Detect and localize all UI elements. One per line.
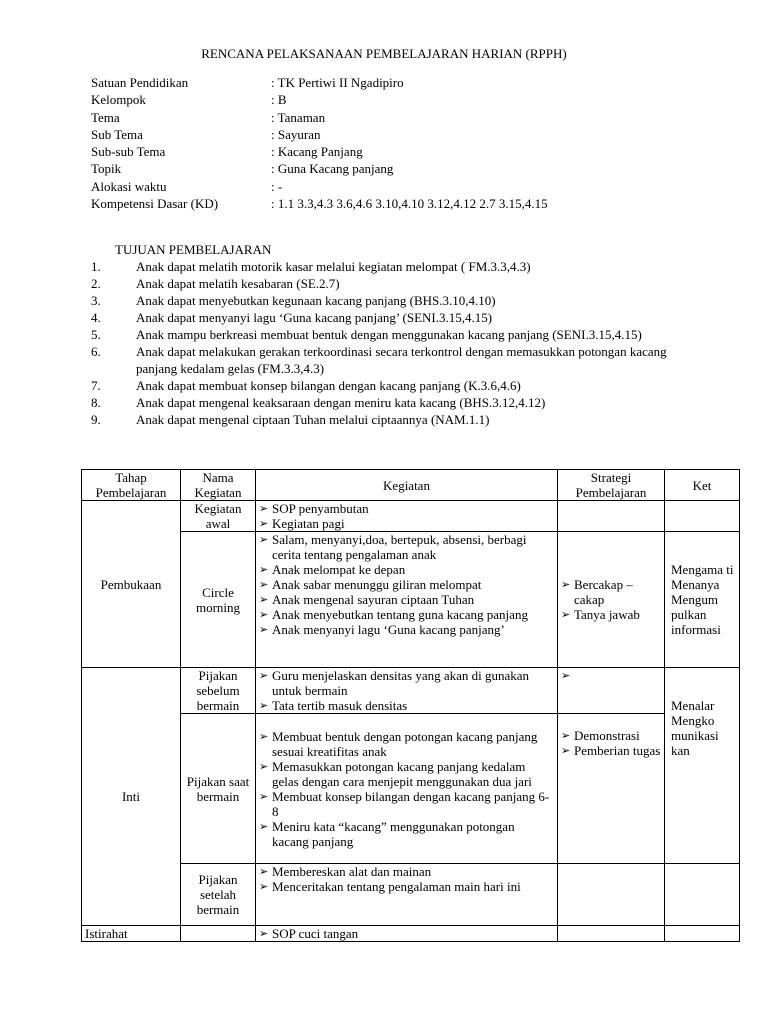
tahap-pembukaan: Pembukaan bbox=[82, 501, 181, 668]
activity-item: ➢ Anak mengenal sayuran ciptaan Tuhan bbox=[259, 592, 475, 607]
identity-value: : Tanaman bbox=[271, 109, 326, 125]
identity-block bbox=[91, 74, 731, 212]
identity-value: : Sayuran bbox=[271, 126, 321, 142]
nama-cell bbox=[181, 926, 256, 942]
table-header-row bbox=[82, 470, 740, 501]
header-nama: Nama Kegiatan bbox=[181, 470, 256, 501]
page-title: RENCANA PELAKSANAAN PEMBELAJARAN HARIAN (RPPH) bbox=[201, 46, 567, 61]
objective-item bbox=[91, 258, 691, 275]
objective-number: 5. bbox=[91, 327, 101, 342]
arrow-bullet-icon: ➢ bbox=[259, 623, 269, 636]
arrow-bullet-icon: ➢ bbox=[259, 819, 269, 833]
activity-item: ➢ Guru menjelaskan densitas yang akan di gunakan untuk bermain bbox=[259, 668, 530, 698]
table-row bbox=[82, 501, 740, 532]
activity-table bbox=[81, 469, 740, 942]
identity-value: : - bbox=[271, 178, 283, 194]
objective-text: Anak dapat melatih motorik kasar melalui kegiatan melompat ( FM.3.3,4.3) bbox=[136, 259, 531, 274]
arrow-bullet-icon: ➢ bbox=[259, 502, 269, 515]
tahap-inti: Inti bbox=[82, 668, 181, 926]
objective-text: Anak dapat menyebutkan kegunaan kacang panjang (BHS.3.10,4.10) bbox=[136, 293, 496, 308]
identity-row bbox=[91, 109, 731, 126]
objective-text: Anak dapat membuat konsep bilangan dengan kacang panjang (K.3.6,4.6) bbox=[136, 378, 521, 393]
activity-item: ➢ Memasukkan potongan kacang panjang kedalam gelas dengan cara menjepit menggunakan dua jari bbox=[259, 758, 532, 789]
identity-value: : TK Pertiwi II Ngadipiro bbox=[271, 75, 404, 90]
kegiatan-cell bbox=[256, 501, 558, 532]
arrow-bullet-icon: ➢ bbox=[259, 593, 269, 606]
strategi-cell bbox=[558, 501, 665, 532]
identity-label: Sub-sub Tema bbox=[91, 144, 166, 160]
objective-item bbox=[91, 275, 691, 292]
arrow-bullet-icon: ➢ bbox=[259, 563, 269, 576]
objective-item bbox=[91, 394, 691, 411]
table-row bbox=[82, 714, 740, 864]
objective-number: 8. bbox=[91, 395, 101, 410]
objective-number: 4. bbox=[91, 310, 101, 325]
objective-text: Anak dapat menyanyi lagu ‘Guna kacang panjang’ (SENI.3.15,4.15) bbox=[136, 310, 493, 325]
activity-item: ➢ Kegiatan pagi bbox=[259, 516, 345, 531]
objective-number: 1. bbox=[91, 259, 101, 274]
kegiatan-cell bbox=[256, 864, 558, 926]
identity-label: Kelompok bbox=[91, 92, 146, 108]
strategi-cell bbox=[558, 714, 665, 864]
ket-cell: Mengama ti Menanya Mengum pulkan informasi bbox=[665, 532, 740, 668]
arrow-bullet-icon: ➢ bbox=[259, 759, 269, 773]
strategi-cell bbox=[558, 926, 665, 942]
identity-label: Satuan Pendidikan bbox=[91, 75, 189, 90]
activity-item: ➢ Anak menyebutkan tentang guna kacang panjang bbox=[259, 607, 528, 622]
strategi-cell bbox=[558, 864, 665, 926]
activity-item: ➢ Membereskan alat dan mainan bbox=[259, 864, 432, 879]
identity-value: : Kacang Panjang bbox=[271, 144, 363, 160]
activity-item: ➢ Membuat bentuk dengan potongan kacang panjang sesuai kreatifitas anak bbox=[259, 728, 538, 759]
arrow-bullet-icon: ➢ bbox=[259, 669, 269, 682]
objectives-list bbox=[91, 258, 691, 428]
header-ket: Ket bbox=[665, 470, 740, 501]
identity-label: Kompetensi Dasar (KD) bbox=[91, 196, 219, 212]
identity-row bbox=[91, 143, 731, 160]
objective-number: 9. bbox=[91, 412, 101, 427]
identity-value: : B bbox=[271, 92, 287, 108]
identity-row bbox=[91, 91, 731, 108]
objective-text: Anak dapat mengenal ciptaan Tuhan melalui ciptaannya (NAM.1.1) bbox=[136, 412, 490, 427]
nama-circle-morning: Circle morning bbox=[181, 532, 256, 668]
objective-item bbox=[91, 377, 691, 394]
arrow-bullet-icon: ➢ bbox=[259, 865, 269, 878]
strategy-item bbox=[561, 668, 661, 683]
arrow-bullet-icon: ➢ bbox=[259, 533, 269, 546]
identity-label: Sub Tema bbox=[91, 126, 143, 142]
arrow-bullet-icon: ➢ bbox=[259, 608, 269, 621]
table-row bbox=[82, 926, 740, 942]
arrow-bullet-icon: ➢ bbox=[561, 729, 571, 742]
arrow-bullet-icon: ➢ bbox=[259, 927, 269, 940]
objective-number: 6. bbox=[91, 344, 101, 359]
identity-label: Alokasi waktu bbox=[91, 178, 167, 194]
strategy-item: ➢ Tanya jawab bbox=[561, 607, 640, 622]
objective-number: 3. bbox=[91, 293, 101, 308]
arrow-bullet-icon: ➢ bbox=[561, 669, 571, 682]
objective-text: Anak dapat melakukan gerakan terkoordinasi secara terkontrol dengan memasukkan potongan kacang panjang kedalam gelas (FM.3.3,4.3) bbox=[136, 344, 667, 376]
header-kegiatan: Kegiatan bbox=[256, 470, 558, 501]
arrow-bullet-icon: ➢ bbox=[561, 608, 571, 621]
identity-value: : 1.1 3.3,4.3 3.6,4.6 3.10,4.10 3.12,4.12 2.7 3.15,4.15 bbox=[271, 196, 548, 212]
activity-item: ➢ Anak melompat ke depan bbox=[259, 562, 406, 577]
arrow-bullet-icon: ➢ bbox=[561, 744, 571, 757]
arrow-bullet-icon: ➢ bbox=[259, 517, 269, 530]
identity-row bbox=[91, 178, 731, 195]
activity-item: ➢ SOP penyambutan bbox=[259, 501, 369, 516]
activity-item: ➢ Tata tertib masuk densitas bbox=[259, 698, 408, 713]
ket-cell: Menalar Mengko munikasi kan bbox=[665, 668, 740, 864]
strategy-item: ➢ Bercakap – cakap bbox=[561, 577, 633, 607]
arrow-bullet-icon: ➢ bbox=[259, 699, 269, 712]
identity-row bbox=[91, 195, 731, 212]
activity-item: ➢ Menceritakan tentang pengalaman main hari ini bbox=[259, 879, 521, 894]
objective-item bbox=[91, 309, 691, 326]
identity-label: Topik bbox=[91, 161, 122, 177]
nama-kegiatan-awal: Kegiatan awal bbox=[181, 501, 256, 532]
strategy-item: ➢ Demonstrasi bbox=[561, 728, 640, 743]
nama-pijakan-sebelum: Pijakan sebelum bermain bbox=[181, 668, 256, 714]
objective-item bbox=[91, 292, 691, 309]
ket-cell bbox=[665, 864, 740, 926]
table-row bbox=[82, 668, 740, 714]
strategi-cell bbox=[558, 668, 665, 714]
activity-item: ➢ Salam, menyanyi,doa, bertepuk, absensi, berbagi cerita tentang pengalaman anak bbox=[259, 532, 527, 562]
arrow-bullet-icon: ➢ bbox=[259, 789, 269, 803]
activity-item: ➢ Anak sabar menunggu giliran melompat bbox=[259, 577, 482, 592]
arrow-bullet-icon: ➢ bbox=[561, 578, 571, 591]
header-strategi: Strategi Pembelajaran bbox=[558, 470, 665, 501]
identity-value: : Guna Kacang panjang bbox=[271, 161, 394, 177]
objective-item bbox=[91, 326, 691, 343]
objectives-heading: TUJUAN PEMBELAJARAN bbox=[115, 242, 272, 257]
tahap-istirahat: Istirahat bbox=[82, 926, 181, 942]
activity-item: ➢ Membuat konsep bilangan dengan kacang panjang 6-8 bbox=[259, 788, 550, 819]
identity-label: Tema bbox=[91, 109, 120, 125]
activity-item: ➢ SOP cuci tangan bbox=[259, 926, 359, 941]
kegiatan-cell bbox=[256, 532, 558, 668]
objective-item bbox=[91, 343, 691, 377]
objective-item bbox=[91, 411, 691, 428]
objective-number: 7. bbox=[91, 378, 101, 393]
arrow-bullet-icon: ➢ bbox=[259, 880, 269, 893]
objective-text: Anak dapat melatih kesabaran (SE.2.7) bbox=[136, 276, 340, 291]
strategi-cell bbox=[558, 532, 665, 668]
header-tahap: Tahap Pembelajaran bbox=[82, 470, 181, 501]
strategy-item: ➢ Pemberian tugas bbox=[561, 743, 661, 758]
nama-pijakan-setelah: Pijakan setelah bermain bbox=[181, 864, 256, 926]
activity-item: ➢ Meniru kata “kacang” menggunakan potongan kacang panjang bbox=[259, 818, 515, 849]
identity-row bbox=[91, 160, 731, 177]
arrow-bullet-icon: ➢ bbox=[259, 578, 269, 591]
identity-row bbox=[91, 126, 731, 143]
kegiatan-cell bbox=[256, 926, 558, 942]
table-row bbox=[82, 532, 740, 668]
objective-number: 2. bbox=[91, 276, 101, 291]
objective-text: Anak mampu berkreasi membuat bentuk dengan menggunakan kacang panjang (SENI.3.15,4.15) bbox=[136, 327, 642, 342]
table-row bbox=[82, 864, 740, 926]
kegiatan-cell bbox=[256, 714, 558, 864]
ket-cell bbox=[665, 501, 740, 532]
arrow-bullet-icon: ➢ bbox=[259, 729, 269, 743]
kegiatan-cell bbox=[256, 668, 558, 714]
activity-item: ➢ Anak menyanyi lagu ‘Guna kacang panjang’ bbox=[259, 622, 505, 637]
identity-row bbox=[91, 74, 731, 91]
objective-text: Anak dapat mengenal keaksaraan dengan meniru kata kacang (BHS.3.12,4.12) bbox=[136, 395, 546, 410]
ket-cell bbox=[665, 926, 740, 942]
nama-pijakan-saat: Pijakan saat bermain bbox=[181, 714, 256, 864]
